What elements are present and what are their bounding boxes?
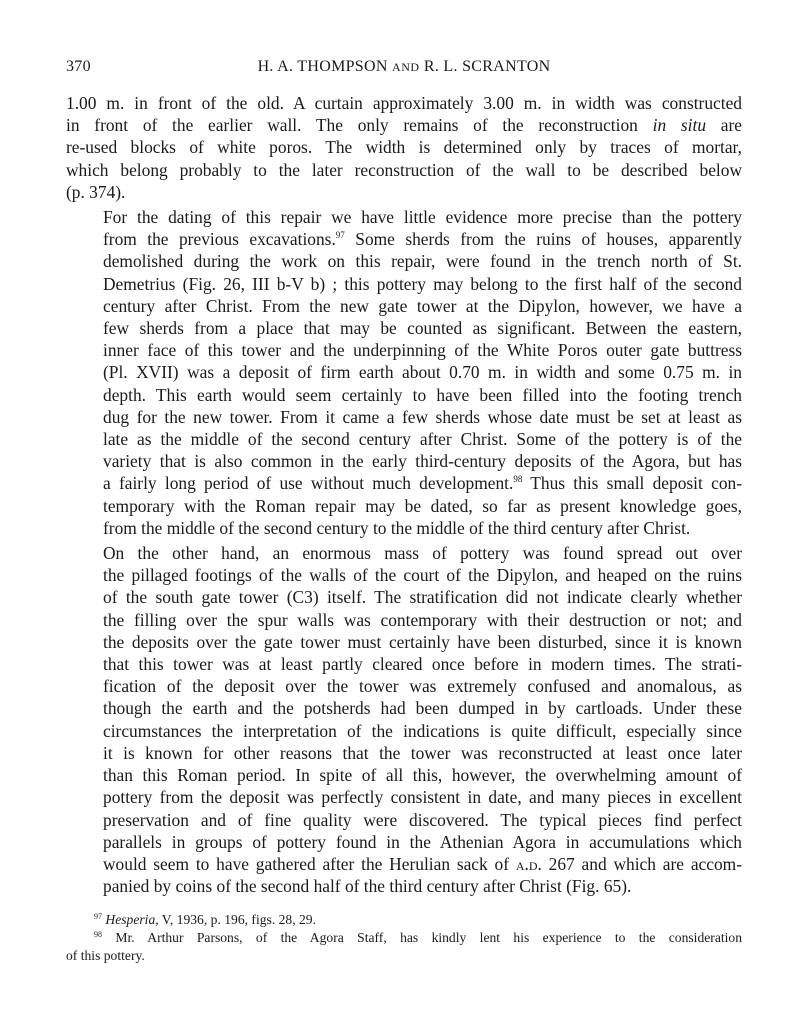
text-line: preservation and of fine quality were discovered. The typical pieces find perfect	[103, 809, 742, 830]
text-line: which belong probably to the later reconstruction of the wall to be described below	[66, 159, 742, 180]
text-line: the filling over the spur walls was contemporary with their destruction or not; and	[103, 609, 742, 630]
text-line: inner face of this tower and the underpinning of the White Poros outer gate buttress	[103, 340, 742, 361]
footnote-98-mark: 98	[94, 930, 102, 939]
text-line: the pillaged footings of the walls of the court of the Dipylon, and heaped on the ruins	[103, 565, 742, 586]
text-line: the deposits over the gate tower must certainly have been disturbed, since it is known	[103, 631, 742, 652]
footnote-97: $^{97}$ Hesperia, V, 1936, p. 196, figs. 28, 29.	[94, 912, 316, 927]
author-scranton: R. L. SCRANTON	[423, 58, 551, 75]
paragraph-3	[66, 542, 742, 897]
text-line: demolished during the work on this repair, were found in the trench north of St.	[103, 251, 742, 272]
text-line: panied by coins of the second half of the third century after Christ (Fig. 65).	[103, 876, 632, 897]
text-line: variety that is also common in the early third-century deposits of the Agora, but has	[103, 451, 742, 472]
text-line: (Pl. XVII) was a deposit of firm earth about 0.70 m. in width and some 0.75 m. in	[103, 362, 742, 383]
era-abbreviation: a.d.	[515, 853, 542, 874]
text-line: re-used blocks of white poros. The width is determined only by traces of mortar,	[66, 137, 742, 158]
text-line: temporary with the Roman repair may be dated, so far as present knowledge goes,	[103, 495, 742, 516]
text-line: (p. 374).	[66, 181, 126, 202]
text-line: century after Christ. From the new gate tower at the Dipylon, however, we have a	[103, 295, 742, 316]
text-line: from the middle of the second century to the middle of the third century after Christ.	[103, 517, 691, 538]
footnote-ref-97[interactable]: 97	[335, 230, 345, 241]
journal-title: Hesperia	[105, 912, 156, 927]
running-title	[66, 58, 742, 76]
text-line: 1.00 m. in front of the old. A curtain approximately 3.00 m. in width was constructed	[66, 93, 742, 113]
footnote-98	[66, 929, 742, 965]
text-line: of the south gate tower (C3) itself. The stratification did not indicate clearly whether	[103, 587, 742, 608]
text-line: Demetrius (Fig. 26, III b-V b) ; this pottery may belong to the first half of the second	[103, 273, 742, 294]
text-line: For the dating of this repair we have little evidence more precise than the pottery	[103, 207, 742, 228]
footnote-ref-98[interactable]: 98	[513, 474, 523, 485]
text-line: dug for the new tower. From it came a few sherds whose date must be set at least as	[103, 406, 742, 427]
body-text	[66, 92, 742, 897]
text-line: would seem to have gathered after the Herulian sack of a.d. 267 and which are accom-	[103, 853, 742, 874]
text-line: few sherds from a place that may be counted as significant. Between the eastern,	[103, 318, 742, 339]
author-conjunction: AND	[392, 60, 420, 74]
text-line: parallels in groups of pottery found in the Athenian Agora in accumulations which	[103, 831, 742, 852]
paragraph-2	[66, 206, 742, 539]
page-number: 370	[66, 58, 91, 75]
footnote-98-line: $^{98}$ Mr. Arthur Parsons, of the Agora Staff, has kindly lent his experience to the consideration	[94, 930, 743, 945]
text-line: fication of the deposit over the tower was extremely confused and anomalous, as	[103, 676, 742, 697]
text-line: in front of the earlier wall. The only remains of the reconstruction in situ are	[66, 115, 742, 136]
text-line: that this tower was at least partly cleared once before in modern times. The strati-	[103, 654, 742, 675]
text-line: from the previous excavations.$^{97}$ Some sherds from the ruins of houses, apparently	[103, 229, 743, 250]
text-line: though the earth and the potsherds had been dumped in by cartloads. Under these	[103, 698, 742, 719]
author-thompson: H. A. THOMPSON	[257, 58, 388, 75]
text-line: pottery from the deposit was perfectly consistent in date, and many pieces in excellent	[103, 787, 742, 808]
text-line: On the other hand, an enormous mass of pottery was found spread out over	[103, 543, 742, 564]
paragraph-1	[66, 92, 742, 203]
text-line: than this Roman period. In spite of all this, however, the overwhelming amount of	[103, 765, 742, 786]
text-line: circumstances the interpretation of the indications is quite difficult, especially since	[103, 720, 742, 741]
text-line: a fairly long period of use without much development.$^{98}$ Thus this small deposit con-	[103, 473, 742, 494]
text-line: late as the middle of the second century after Christ. Some of the pottery is of the	[103, 429, 742, 450]
italic-in-situ: in situ	[652, 115, 707, 136]
footnotes	[66, 911, 742, 965]
text-line: depth. This earth would seem certainly to have been filled into the footing trench	[103, 384, 742, 405]
text-line: it is known for other reasons that the tower was reconstructed at least once later	[103, 742, 742, 763]
footnote-97-mark: 97	[94, 912, 102, 921]
footnote-98-line: of this pottery.	[66, 948, 145, 963]
running-head	[66, 58, 742, 80]
